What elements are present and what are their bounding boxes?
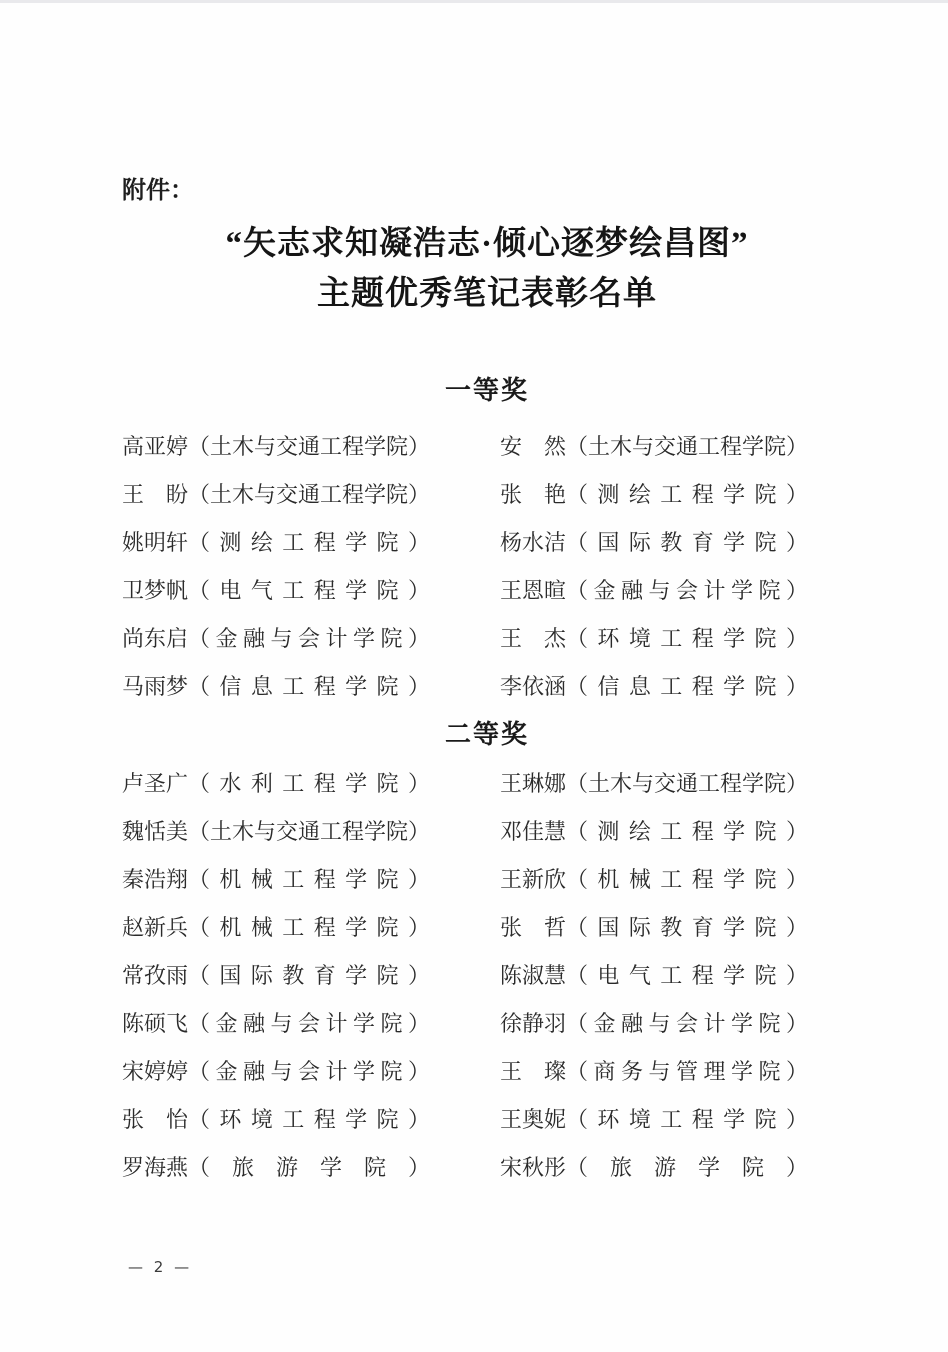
student-name: 王杰: [500, 625, 566, 651]
student-name: 张艳: [500, 481, 566, 507]
award-entry: [500, 469, 808, 517]
student-name: 王奥妮: [500, 1106, 567, 1132]
section-second-prize: [122, 719, 852, 1190]
student-name: 王璨: [500, 1058, 566, 1084]
award-entry: [122, 661, 430, 709]
section-heading-first-prize: 一等奖: [444, 376, 529, 406]
award-entry: [500, 613, 808, 661]
student-college: （测绘工程学院）: [188, 529, 430, 555]
award-entry: [122, 806, 430, 854]
student-name: 宋婷婷: [122, 1058, 189, 1084]
student-college: （旅游学院）: [566, 1154, 808, 1180]
student-name: 魏恬美: [122, 818, 189, 844]
student-college: （电气工程学院）: [566, 962, 808, 988]
student-name: 张哲: [500, 914, 566, 940]
award-entry: [500, 758, 808, 806]
student-college: （金融与会计学院）: [188, 625, 430, 651]
student-name: 卫梦帆: [122, 577, 189, 603]
award-entry: [500, 517, 808, 565]
award-entry: [500, 661, 808, 709]
award-entry: [122, 1094, 430, 1142]
award-entry: [500, 1142, 808, 1190]
student-name: 秦浩翔: [122, 866, 189, 892]
section-heading-second-prize: 二等奖: [444, 720, 529, 750]
student-college: （环境工程学院）: [566, 625, 808, 651]
student-name: 卢圣广: [122, 770, 189, 796]
student-name: 陈硕飞: [122, 1010, 189, 1036]
student-college: （国际教育学院）: [566, 914, 808, 940]
award-entry: [122, 758, 430, 806]
student-name: 杨水洁: [500, 529, 567, 555]
student-college: （机械工程学院）: [566, 866, 808, 892]
student-college: （土木与交通工程学院）: [188, 433, 431, 459]
student-name: 王琳娜: [500, 770, 567, 796]
student-college: （金融与会计学院）: [188, 1010, 430, 1036]
student-college: （电气工程学院）: [188, 577, 430, 603]
award-entry: [500, 1046, 808, 1094]
award-entry: [122, 950, 430, 998]
award-entry: [122, 1046, 430, 1094]
award-entry: [500, 998, 808, 1046]
award-list-second-prize: [122, 758, 852, 1190]
student-name: 徐静羽: [500, 1010, 567, 1036]
student-college: （土木与交通工程学院）: [188, 481, 431, 507]
student-name: 马雨梦: [122, 673, 189, 699]
student-name: 赵新兵: [122, 914, 189, 940]
award-entry: [122, 854, 430, 902]
award-entry: [122, 421, 430, 469]
award-entry: [122, 565, 430, 613]
student-college: （土木与交通工程学院）: [188, 818, 431, 844]
attachment-label: 附件：: [122, 176, 194, 204]
student-college: （商务与管理学院）: [566, 1058, 808, 1084]
student-college: （国际教育学院）: [566, 529, 808, 555]
student-college: （机械工程学院）: [188, 866, 430, 892]
student-college: （水利工程学院）: [188, 770, 430, 796]
award-entry: [122, 998, 430, 1046]
award-entry: [122, 1142, 430, 1190]
student-name: 王盼: [122, 481, 188, 507]
student-college: （环境工程学院）: [566, 1106, 808, 1132]
award-entry: [122, 469, 430, 517]
award-entry: [122, 517, 430, 565]
section-first-prize: [122, 375, 852, 709]
award-entry: [500, 1094, 808, 1142]
student-name: 高亚婷: [122, 433, 189, 459]
student-college: （环境工程学院）: [188, 1106, 430, 1132]
award-entry: [500, 565, 808, 613]
student-name: 姚明轩: [122, 529, 189, 555]
student-name: 常孜雨: [122, 962, 189, 988]
student-name: 王新欣: [500, 866, 567, 892]
student-name: 李依涵: [500, 673, 567, 699]
student-name: 宋秋彤: [500, 1154, 567, 1180]
student-name: 罗海燕: [122, 1154, 189, 1180]
document-title-line2: 主题优秀笔记表彰名单: [317, 276, 657, 312]
student-college: （测绘工程学院）: [566, 481, 808, 507]
page-number: — 2 —: [128, 1258, 193, 1276]
student-college: （信息工程学院）: [188, 673, 430, 699]
document-title-line1: “矢志求知凝浩志·倾心逐梦绘昌图”: [225, 226, 749, 262]
student-name: 张怡: [122, 1106, 188, 1132]
student-college: （旅游学院）: [188, 1154, 430, 1180]
student-college: （测绘工程学院）: [566, 818, 808, 844]
award-entry: [122, 613, 430, 661]
student-college: （金融与会计学院）: [566, 1010, 808, 1036]
award-list-first-prize: [122, 421, 852, 709]
student-college: （机械工程学院）: [188, 914, 430, 940]
student-name: 尚东启: [122, 625, 189, 651]
student-college: （信息工程学院）: [566, 673, 808, 699]
document-title: [122, 219, 852, 319]
student-name: 王恩暄: [500, 577, 567, 603]
student-name: 安然: [500, 433, 566, 459]
award-entry: [500, 421, 808, 469]
student-college: （金融与会计学院）: [566, 577, 808, 603]
student-college: （金融与会计学院）: [188, 1058, 430, 1084]
award-entry: [500, 902, 808, 950]
award-entry: [500, 854, 808, 902]
award-entry: [122, 902, 430, 950]
student-college: （国际教育学院）: [188, 962, 430, 988]
award-entry: [500, 806, 808, 854]
student-college: （土木与交通工程学院）: [566, 770, 809, 796]
student-name: 邓佳慧: [500, 818, 567, 844]
award-entry: [500, 950, 808, 998]
student-college: （土木与交通工程学院）: [566, 433, 809, 459]
student-name: 陈淑慧: [500, 962, 567, 988]
